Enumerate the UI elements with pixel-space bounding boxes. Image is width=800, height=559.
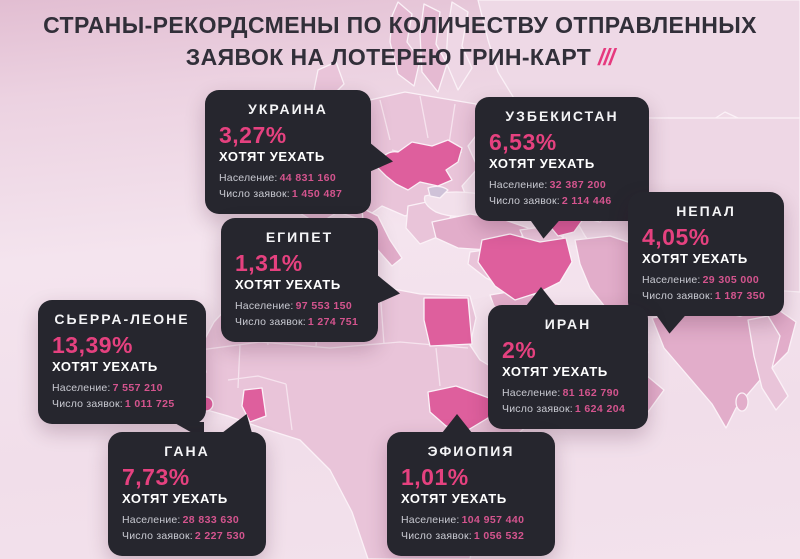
applications-stat [642,289,770,305]
want-to-leave-label: ХОТЯТ УЕХАТЬ [219,149,325,165]
applications-label: Число заявок: [489,194,560,207]
callout-ukraine [205,90,371,214]
population-value: 32 387 200 [549,179,607,192]
population-value: 29 305 000 [702,274,760,287]
title-accent-slashes: /// [598,43,615,70]
country-percent: 2% [502,337,537,363]
applications-stat [52,397,192,413]
country-name: ГАНА [164,443,210,459]
want-to-leave-label: ХОТЯТ УЕХАТЬ [235,277,341,293]
population-stat [235,299,364,315]
population-value: 97 553 150 [295,300,353,313]
population-stat [489,178,635,194]
applications-stat [235,315,364,331]
population-value: 104 957 440 [461,514,525,527]
applications-stat [489,194,635,210]
population-stat [502,386,634,402]
country-percent: 13,39% [52,332,134,358]
population-label: Население: [52,382,111,395]
applications-label: Число заявок: [122,529,193,542]
population-label: Население: [219,172,278,185]
country-name: УЗБЕКИСТАН [505,108,619,124]
title-line-2: ЗАЯВОК НА ЛОТЕРЕЮ ГРИН-КАРТ /// [185,43,615,70]
page-title [0,10,800,73]
applications-label: Число заявок: [219,187,290,200]
country-percent: 3,27% [219,122,287,148]
callout-iran [488,305,648,429]
country-percent: 4,05% [642,224,710,250]
applications-stat [219,187,357,203]
population-value: 44 831 160 [279,172,337,185]
population-stat [642,273,770,289]
country-name: СЬЕРРА-ЛЕОНЕ [54,311,190,327]
population-label: Население: [235,300,294,313]
country-name: НЕПАЛ [676,203,736,219]
country-name: ЭФИОПИЯ [427,443,515,459]
map-iran-shape [478,234,572,300]
want-to-leave-label: ХОТЯТ УЕХАТЬ [489,156,595,172]
population-value: 81 162 790 [562,387,620,400]
country-name: УКРАИНА [248,101,328,117]
callout-egypt [221,218,378,342]
want-to-leave-label: ХОТЯТ УЕХАТЬ [502,364,608,380]
population-value: 28 833 630 [182,514,240,527]
want-to-leave-label: ХОТЯТ УЕХАТЬ [401,491,507,507]
population-stat [52,381,192,397]
applications-value: 1 056 532 [473,529,525,542]
country-name: ЕГИПЕТ [265,229,334,245]
want-to-leave-label: ХОТЯТ УЕХАТЬ [642,251,748,267]
applications-value: 1 450 487 [291,187,343,200]
population-label: Население: [122,514,181,527]
applications-value: 1 011 725 [124,397,175,410]
applications-stat [401,529,541,545]
population-stat [219,171,357,187]
applications-value: 2 227 530 [194,529,246,542]
applications-value: 1 624 204 [574,402,626,415]
applications-stat [122,529,252,545]
map-egypt-shape [424,298,472,346]
title-line-1: СТРАНЫ-РЕКОРДСМЕНЫ ПО КОЛИЧЕСТВУ ОТПРАВЛЕННЫХ [43,12,757,38]
population-value: 7 557 210 [112,382,163,395]
applications-label: Число заявок: [235,315,306,328]
callout-uzbekistan [475,97,649,221]
country-name: ИРАН [544,316,592,332]
country-percent: 1,31% [235,250,303,276]
want-to-leave-label: ХОТЯТ УЕХАТЬ [122,491,228,507]
applications-stat [502,402,634,418]
applications-value: 2 114 446 [561,194,612,207]
callout-ethiopia [387,432,555,556]
country-percent: 1,01% [401,464,469,490]
callout-sierra-leone [38,300,206,424]
applications-label: Число заявок: [401,529,472,542]
applications-label: Число заявок: [642,289,713,302]
country-percent: 7,73% [122,464,190,490]
population-label: Население: [489,179,548,192]
map-sri-lanka-shape [736,393,748,411]
want-to-leave-label: ХОТЯТ УЕХАТЬ [52,359,158,375]
population-label: Население: [502,387,561,400]
applications-value: 1 187 350 [714,289,766,302]
population-label: Население: [401,514,460,527]
population-label: Население: [642,274,701,287]
country-percent: 6,53% [489,129,557,155]
callout-ghana [108,432,266,556]
applications-value: 1 274 751 [307,315,359,328]
population-stat [122,513,252,529]
applications-label: Число заявок: [52,397,123,410]
applications-label: Число заявок: [502,402,573,415]
population-stat [401,513,541,529]
callout-nepal [628,192,784,316]
